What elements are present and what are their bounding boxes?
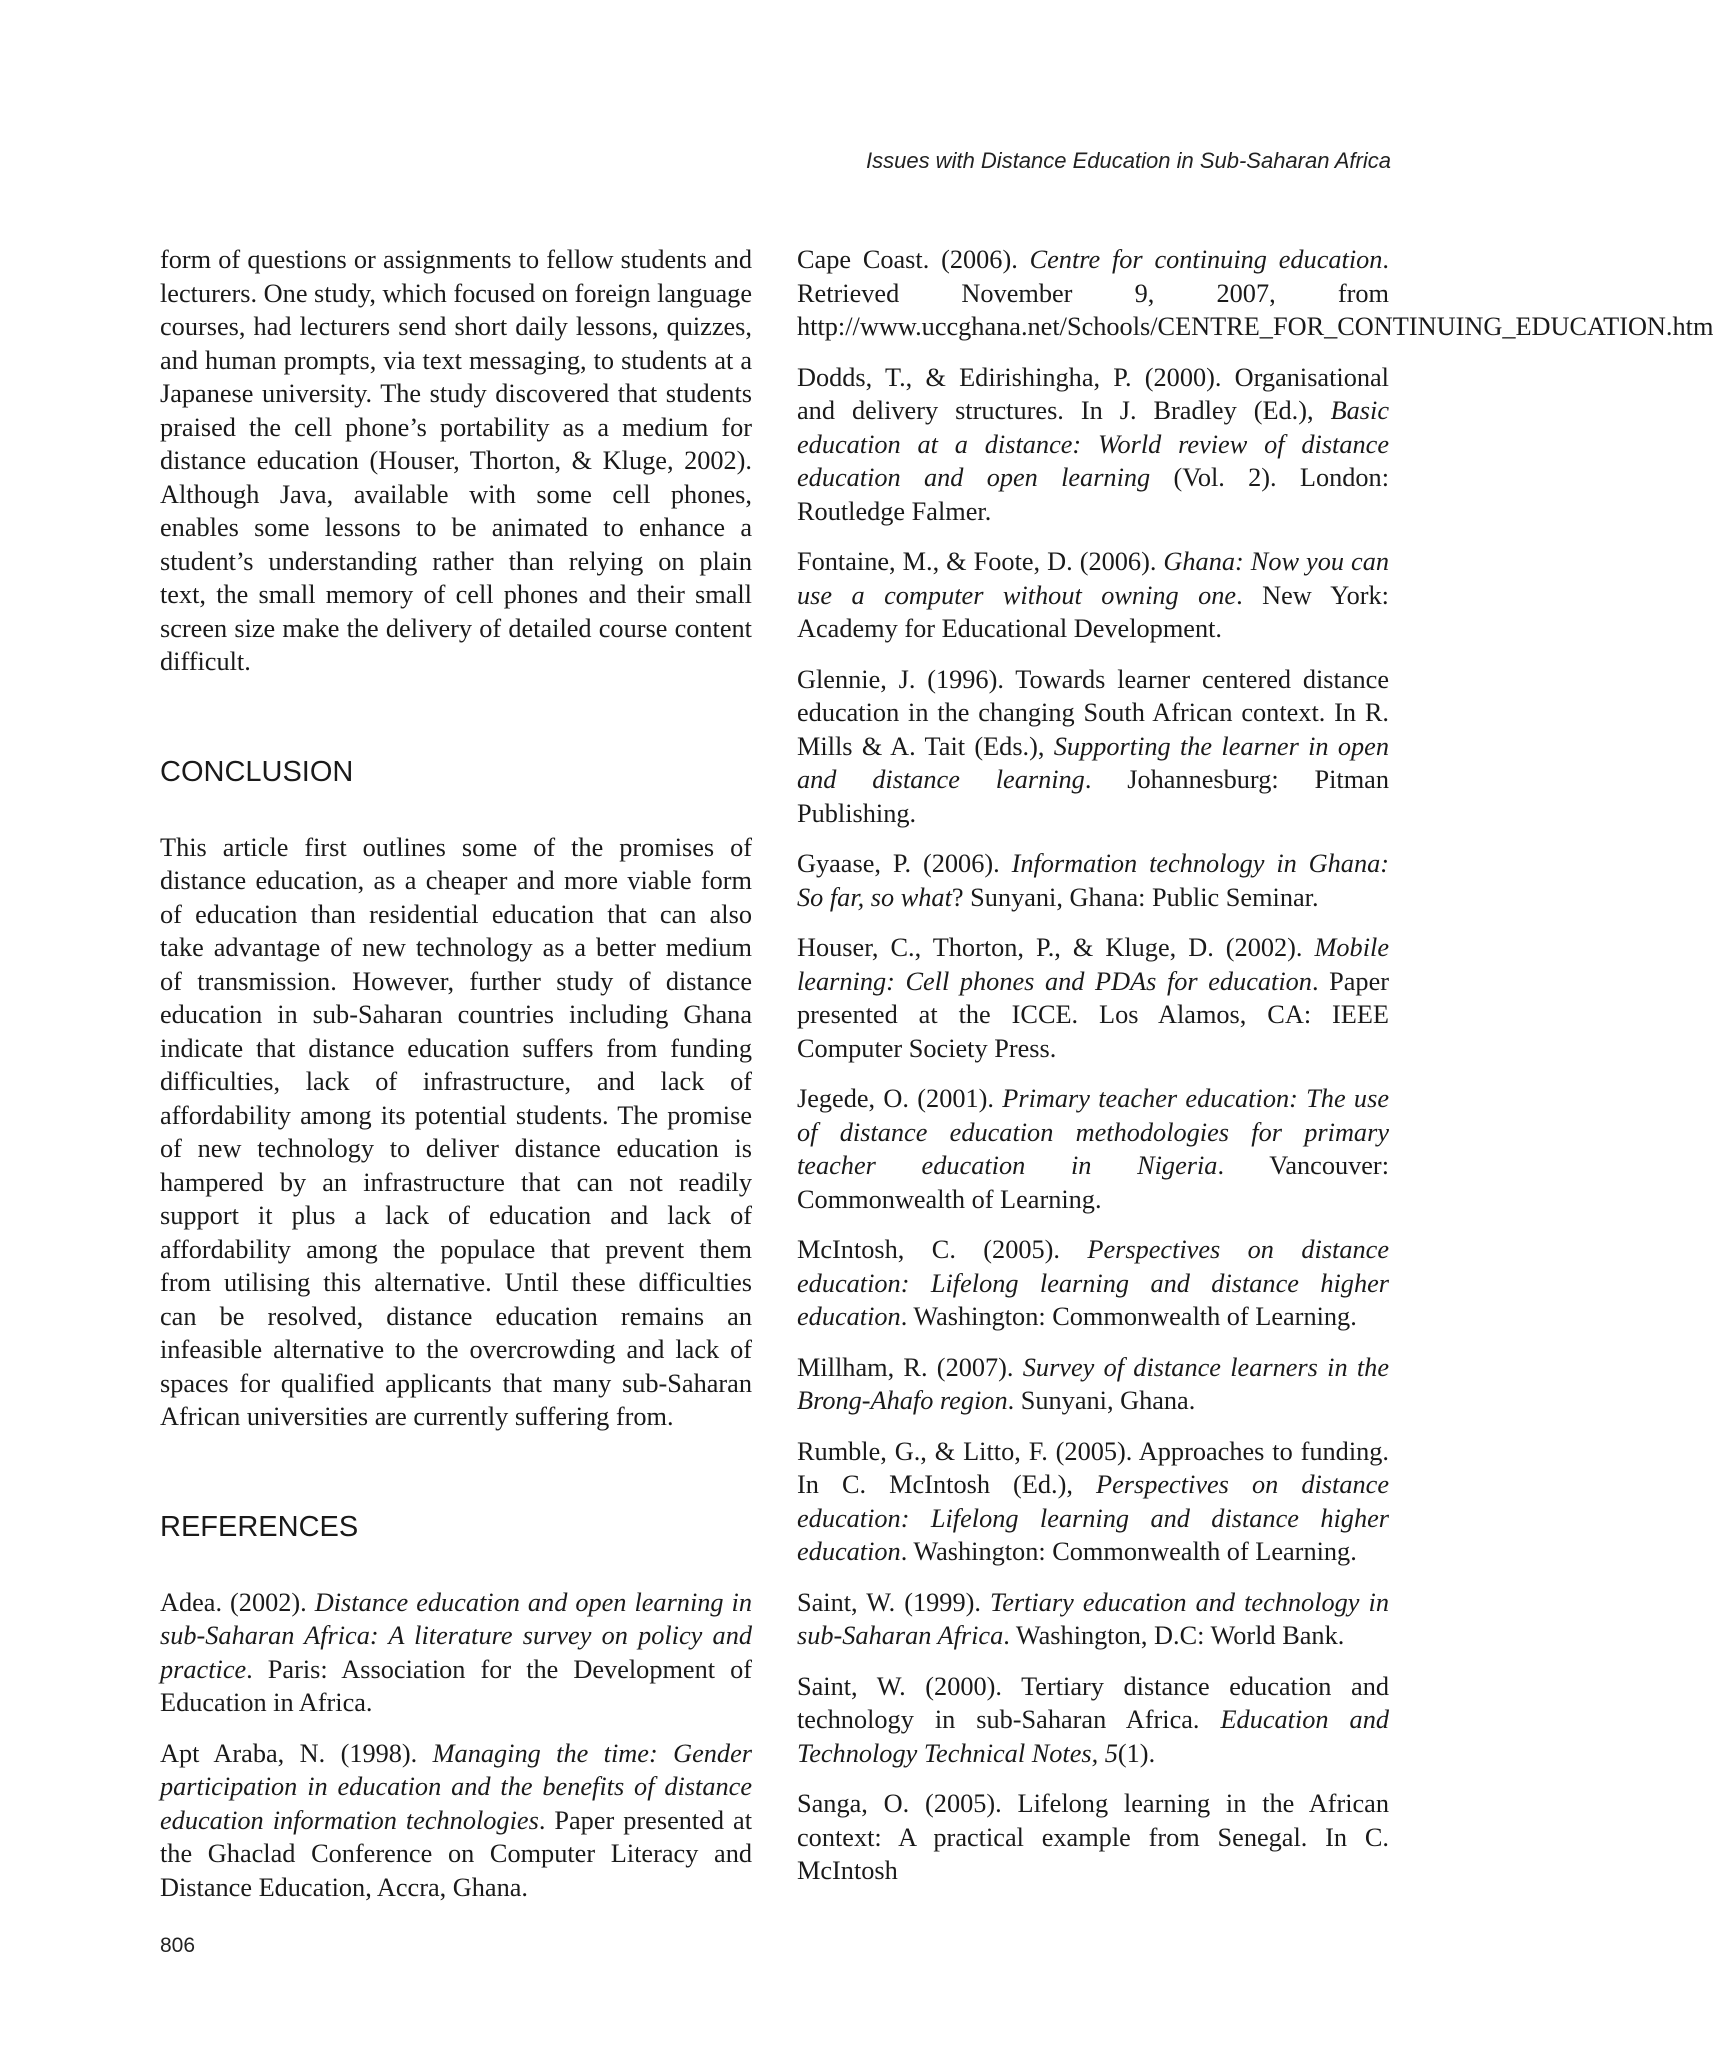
reference-entry: Fontaine, M., & Foote, D. (2006). Ghana: Now you can use a computer without owning one. New York: Academy for Educational Development. — [797, 547, 1389, 643]
reference-entry: Saint, W. (2000). Tertiary distance education and technology in sub-Saharan Africa. Education and Technology Technical Notes, 5(1). — [797, 1671, 1389, 1768]
left-column — [160, 243, 752, 1921]
reference-entry: Jegede, O. (2001). Primary teacher education: The use of distance education methodologies for primary teacher education in Nigeria. Vancouver: Commonwealth of Learning. — [797, 1084, 1389, 1214]
reference-entry: Dodds, T., & Edirishingha, P. (2000). Organisational and delivery structures. In J. Bradley (Ed.), Basic education at a distance: World review of distance education and open learning (Vol. 2). London: Routledge Falmer. — [797, 362, 1389, 526]
reference-entry: Rumble, G., & Litto, F. (2005). Approaches to funding. In C. McIntosh (Ed.), Perspectives on distance education: Lifelong learning and distance higher education. Washington: Commonwealth of Learning. — [797, 1436, 1389, 1566]
reference-entry: Cape Coast. (2006). Centre for continuing education. Retrieved November 9, 2007, from http://www.uccghana.net/Schools/CENTRE_FOR_CONTINUING_EDUCATION.htm — [797, 245, 1713, 341]
reference-entry: Houser, C., Thorton, P., & Kluge, D. (2002). Mobile learning: Cell phones and PDAs for education. Paper presented at the ICCE. Los Alamos, CA: IEEE Computer Society Press. — [797, 933, 1389, 1063]
references-heading: REFERENCES — [160, 1510, 359, 1543]
reference-entry: Gyaase, P. (2006). Information technology in Ghana: So far, so what? Sunyani, Ghana: Public Seminar. — [797, 849, 1389, 912]
running-header: Issues with Distance Education in Sub-Saharan Africa — [865, 148, 1391, 173]
reference-entry: McIntosh, C. (2005). Perspectives on distance education: Lifelong learning and distance higher education. Washington: Commonwealth of Learning. — [797, 1235, 1389, 1331]
conclusion-heading: CONCLUSION — [160, 755, 354, 788]
reference-entry: Glennie, J. (1996). Towards learner centered distance education in the changing South African context. In R. Mills & A. Tait (Eds.), Supporting the learner in open and distance learning. Johannesburg: Pitman Publishing. — [797, 664, 1389, 828]
reference-entry: Adea. (2002). Distance education and open learning in sub-Saharan Africa: A literature survey on policy and practice. Paris: Association for the Development of Education in Africa. — [160, 1587, 752, 1717]
conclusion-paragraph: This article first outlines some of the promises of distance education, as a cheaper and more viable form of education than residential education that can also take advantage of new technology as a better medium of transmission. However, further study of distance education in sub-Saharan countries including Ghana indicate that distance education suffers from funding difficulties, lack of infrastructure, and lack of affordability among its potential students. The promise of new technology to deliver distance education is hampered by an infrastructure that can not readily support it plus a lack of education and lack of affordability among the populace that prevent them from utilising this alternative. Until these difficulties can be resolved, distance education remains an infeasible alternative to the overcrowding and lack of spaces for qualified applicants that many sub-Saharan African universities are currently suffering from. — [160, 832, 752, 1431]
reference-entry: Apt Araba, N. (1998). Managing the time: Gender participation in education and the benefits of distance education information technologies. Paper presented at the Ghaclad Conference on Computer Literacy and Distance Education, Accra, Ghana. — [160, 1738, 752, 1902]
page-number: 806 — [160, 1934, 196, 1957]
right-column — [797, 243, 1713, 1905]
reference-entry: Saint, W. (1999). Tertiary education and technology in sub-Saharan Africa. Washington, D.C: World Bank. — [797, 1587, 1389, 1650]
intro-paragraph: form of questions or assignments to fellow students and lecturers. One study, which focused on foreign language courses, had lecturers send short daily lessons, quizzes, and human prompts, via text messaging, to students at a Japanese university. The study discovered that students praised the cell phone’s portability as a medium for distance education (Houser, Thorton, & Kluge, 2002). Although Java, available with some cell phones, enables some lessons to be animated to enhance a student’s understanding rather than relying on plain text, the small memory of cell phones and their small screen size make the delivery of detailed course content difficult. — [160, 245, 752, 676]
reference-entry: Millham, R. (2007). Survey of distance learners in the Brong-Ahafo region. Sunyani, Ghana. — [797, 1352, 1389, 1415]
reference-entry: Sanga, O. (2005). Lifelong learning in the African context: A practical example from Senegal. In C. McIntosh — [797, 1789, 1389, 1885]
